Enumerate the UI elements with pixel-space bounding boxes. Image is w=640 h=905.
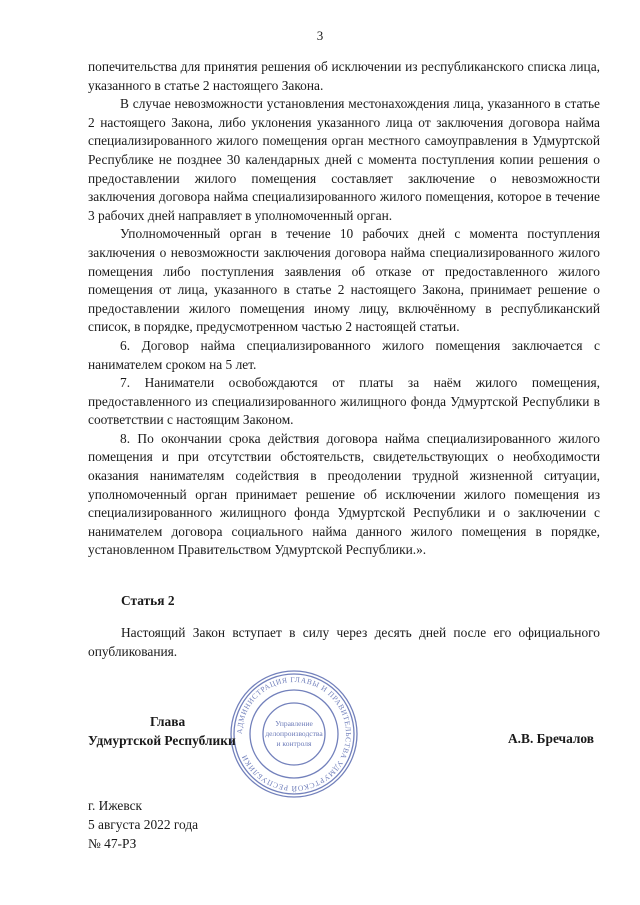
paragraph-clause-8: 8. По окончании срока действия договора найма специализированного жилого помещения и при отсутствии обстоятельств, свидетельствующих о необходимости оказания нанимателям содействия в преодолении трудной жизненной ситуации, уполномоченный орган принимает решение об исключении жилого помещения из специализированного жилищного фонда Удмуртской Республики и о заключении с нанимателем договора социального найма данного жилого помещения в порядке, установленном Правительством Удмуртской Республики.».	[88, 430, 600, 558]
article-2-text: Настоящий Закон вступает в силу через десять дней после его официального опубликования.	[88, 625, 600, 659]
footer-city: г. Ижевск	[88, 798, 143, 813]
paragraph-clause-7: 7. Наниматели освобождаются от платы за наём жилого помещения, предоставленного из специализированного жилищного фонда Удмуртской Республики в соответствии с настоящим Законом.	[88, 375, 600, 428]
paragraph-authorized-body: Уполномоченный орган в течение 10 рабочих дней с момента поступления заключения о невозможности заключения договора найма специализированного жилого помещения либо поступления заявления об отказе от предоставленного жилого помещения от лица, указанного в статье 2 настоящего Закона, принимает решение о предоставлении жилого помещения иному лицу, включённому в республиканский список, в порядке, предусмотренном частью 2 настоящей статьи.	[88, 226, 600, 335]
footer-date: 5 августа 2022 года	[88, 817, 199, 832]
page-number: 3	[316, 28, 324, 43]
footer-law-number: № 47-РЗ	[88, 836, 137, 851]
seal-center-line-2: делопроизводства	[265, 729, 323, 738]
paragraph-clause-6: 6. Договор найма специализированного жилого помещения заключается с нанимателем сроком на 5 лет.	[88, 337, 600, 372]
signatory-position-line-2: Удмуртской Республики	[88, 733, 236, 748]
official-seal-stamp	[228, 668, 360, 800]
article-2-title: Статья 2	[121, 593, 175, 608]
signatory-name: А.В. Бречалов	[508, 731, 595, 746]
paragraph-continuation: попечительства для принятия решения об исключении из республиканского списка лица, указанного в статье 2 настоящего Закона.	[88, 59, 600, 93]
signatory-position-line-1: Глава	[150, 714, 186, 729]
seal-center-line-3: и контроля	[276, 739, 312, 748]
document-footer	[88, 796, 198, 853]
signatory-position	[88, 712, 236, 750]
seal-center-line-1: Управление	[275, 719, 313, 728]
law-body-text	[88, 58, 600, 560]
paragraph-location-impossible: В случае невозможности установления местонахождения лица, указанного в статье 2 настоящего Закона, либо уклонения указанного лица от заключения договора найма специализированного жилого помещения орган местного самоуправления в Удмуртской Республике не позднее 30 календарных дней с момента поступления копии решения о предоставлении жилого помещения составляет заключение о невозможности заключения договора найма специализированного жилого помещения, которое в течение 3 рабочих дней направляет в уполномоченный орган.	[88, 96, 600, 223]
seal-ring-text: АДМИНИСТРАЦИЯ ГЛАВЫ И ПРАВИТЕЛЬСТВА УДМУРТСКОЙ РЕСПУБЛИКИ	[234, 674, 354, 794]
